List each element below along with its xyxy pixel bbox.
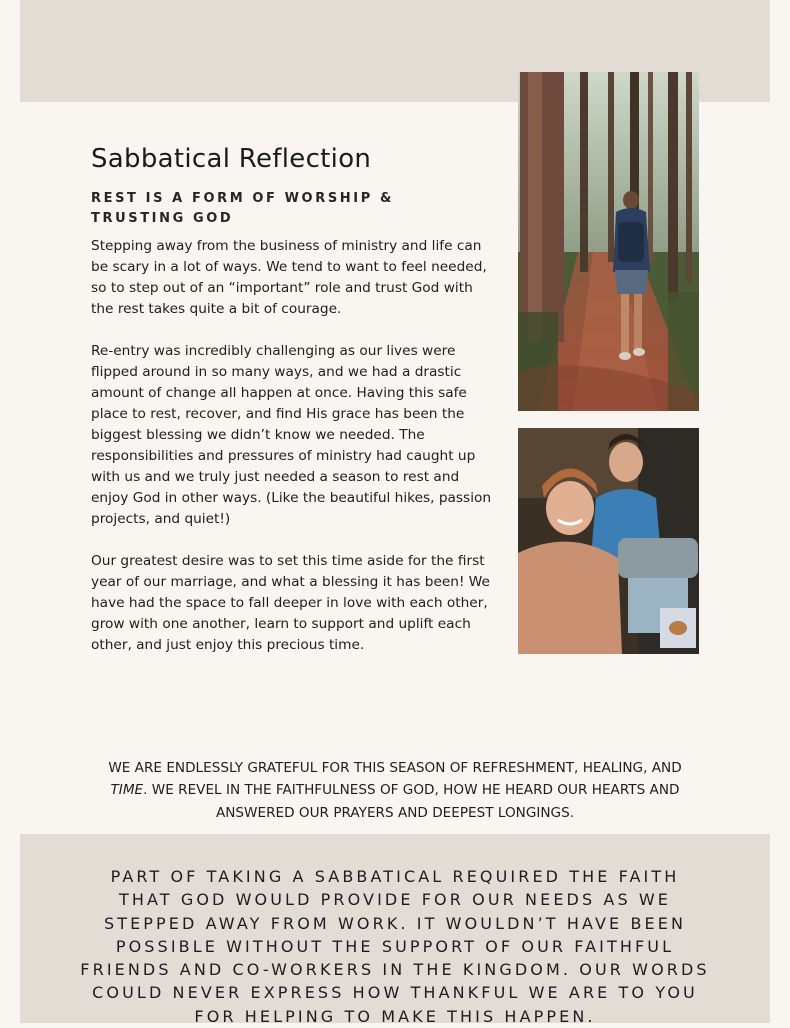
gratitude-statement xyxy=(95,757,695,825)
page-subtitle: REST IS A FORM OF WORSHIP & TRUSTING GOD xyxy=(91,191,394,226)
gratitude-text-end: . WE REVEL IN THE FAITHFULNESS OF GOD, HOW HE HEARD OUR HEARTS AND ANSWERED OUR PRAYERS AND DEEPEST LONGINGS. xyxy=(143,782,680,821)
hiking-photo-image xyxy=(518,72,699,411)
thanks-statement: PART OF TAKING A SABBATICAL REQUIRED THE FAITH THAT GOD WOULD PROVIDE FOR OUR NEEDS AS WE STEPPED AWAY FROM WORK. IT WOULDN’T HAVE BEEN POSSIBLE WITHOUT THE SUPPORT OF OUR FAITHFUL FRIENDS AND CO-WORKERS IN THE KINGDOM. OUR WORDS COULD NEVER EXPRESS HOW THANKFUL WE ARE TO YOU FOR HELPING TO MAKE THIS HAPPEN. xyxy=(80,867,710,1026)
couple-photo xyxy=(518,428,699,654)
couple-photo-image xyxy=(518,428,699,654)
gratitude-emphasis: TIME xyxy=(110,782,144,799)
paragraph-courage: Stepping away from the business of ministry and life can be scary in a lot of ways. We tend to want to feel needed, so to step out of an “important” role and trust God with the rest takes quite a bit of courage. xyxy=(91,238,487,317)
paragraph-reentry: Re-entry was incredibly challenging as our lives were flipped around in so many ways, and we had a drastic amount of change all happen at once. Having this safe place to rest, recover, and find His grace has been the biggest blessing we didn’t know we needed. The responsibilities and pressures of ministry had caught up with us and we truly just needed a season to rest and enjoy God in other ways. (Like the beautiful hikes, passion projects, and quiet!) xyxy=(91,343,492,527)
reflection-body xyxy=(91,236,493,677)
hiking-photo xyxy=(518,72,699,411)
gratitude-text-start: WE ARE ENDLESSLY GRATEFUL FOR THIS SEASON OF REFRESHMENT, HEALING, AND xyxy=(108,759,682,776)
paragraph-marriage: Our greatest desire was to set this time aside for the first year of our marriage, and what a blessing it has been! We have had the space to fall deeper in love with each other, grow with one another, learn to support and uplift each other, and just enjoy this precious time. xyxy=(91,553,490,653)
page-title: Sabbatical Reflection xyxy=(91,144,372,174)
